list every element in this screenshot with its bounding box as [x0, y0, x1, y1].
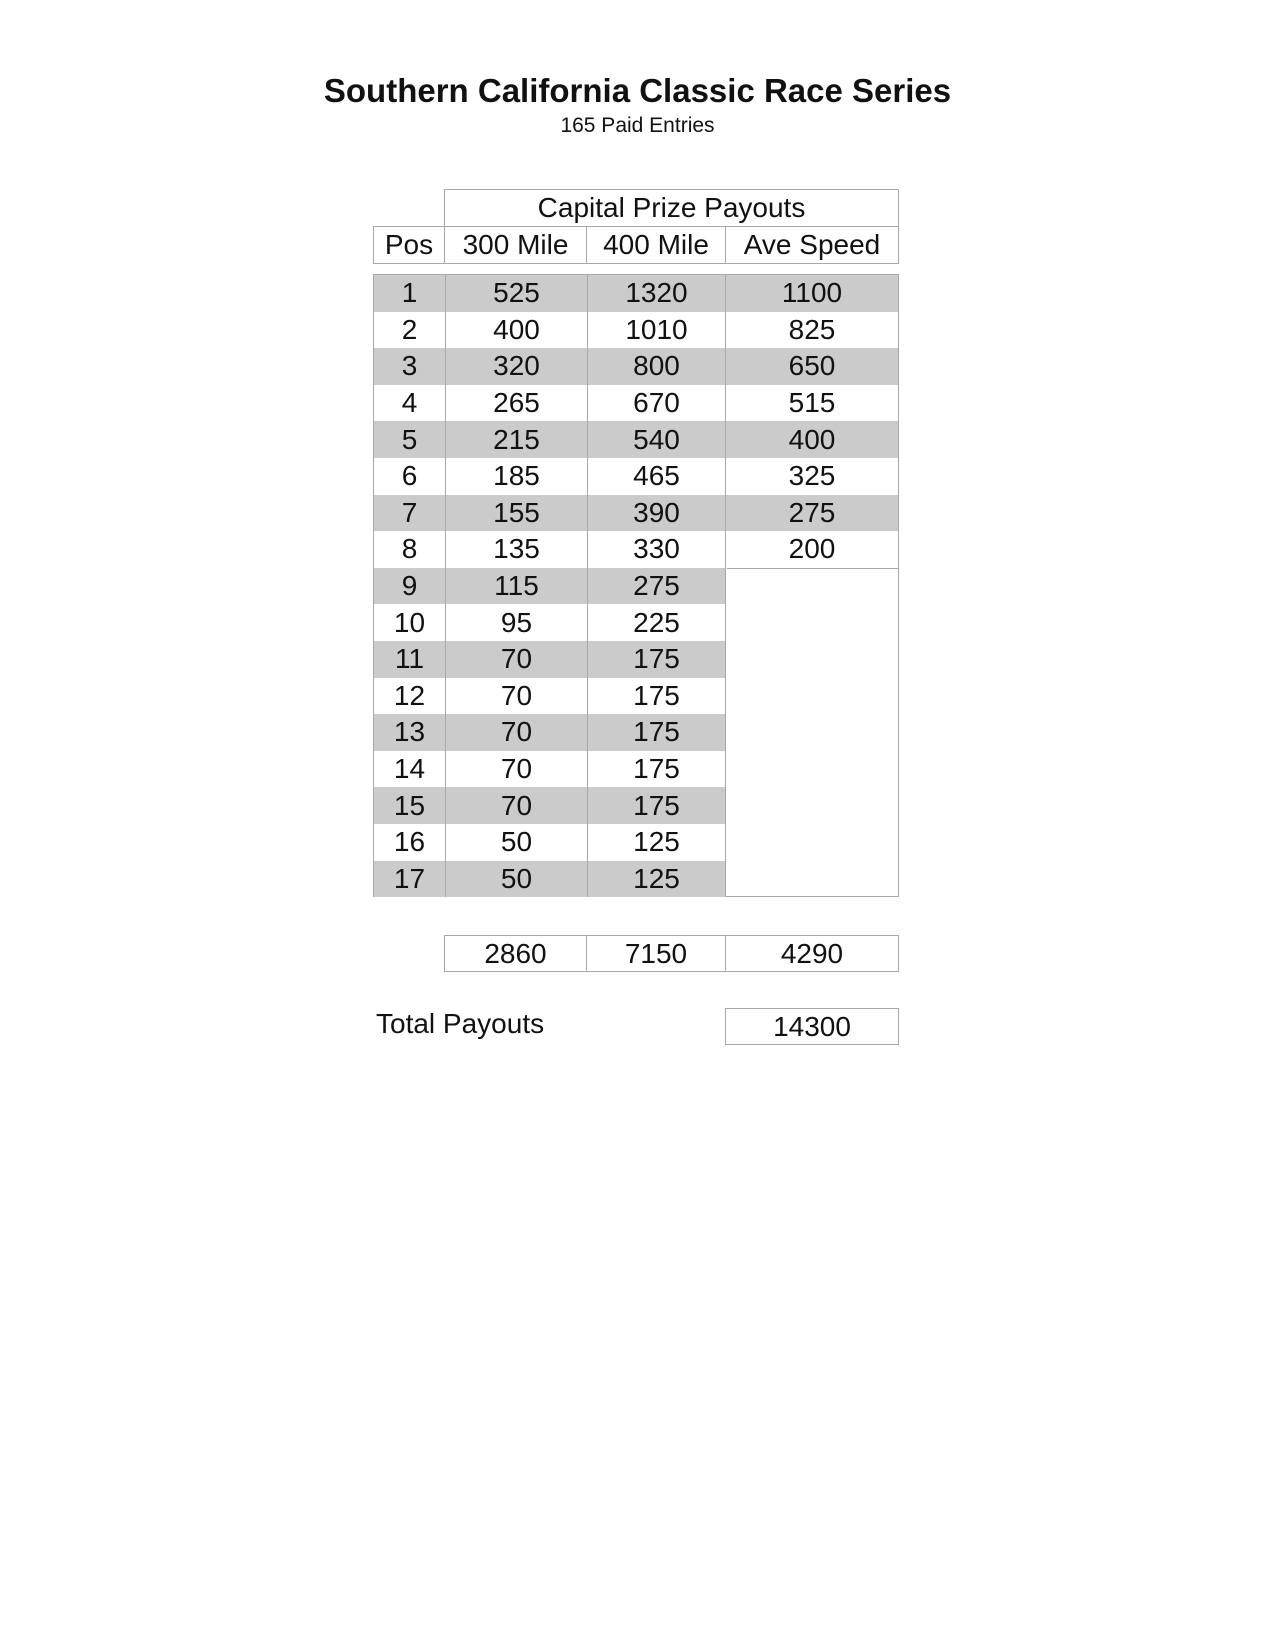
cell-300-mile: 70 [445, 751, 587, 788]
cell-ave-speed: 200 [725, 531, 898, 568]
table-row [374, 604, 898, 641]
cell-400-mile: 125 [587, 861, 725, 898]
cell-pos: 6 [401, 460, 418, 492]
table-row [374, 348, 898, 385]
cell-pos: 14 [393, 753, 426, 785]
cell-pos: 1 [374, 275, 445, 312]
cell-pos: 9 [374, 568, 445, 605]
cell-ave-speed: 275 [725, 495, 898, 532]
table-row [374, 824, 898, 861]
cell-300-mile: 525 [445, 275, 587, 312]
cell-pos: 12 [393, 679, 426, 711]
cell-400-mile: 175 [587, 714, 725, 751]
cell-ave-speed: 1100 [725, 275, 898, 312]
cell-400-mile: 800 [587, 348, 725, 385]
cell-300-mile: 320 [445, 348, 587, 385]
cell-400-mile: 330 [587, 531, 725, 568]
cell-300-mile: 185 [445, 458, 587, 495]
cell-ave-speed: 825 [725, 312, 898, 349]
cell-400-mile: 125 [587, 824, 725, 861]
cell-400-mile: 1320 [587, 275, 725, 312]
table-row [374, 641, 898, 678]
cell-300-mile: 70 [445, 787, 587, 824]
cell-ave-speed [725, 824, 898, 861]
table-row [374, 385, 898, 422]
cell-ave-speed [725, 568, 898, 605]
column-header-300-mile: 300 Mile [444, 226, 587, 264]
table-row [374, 568, 898, 605]
cell-ave-speed: 325 [725, 458, 898, 495]
cell-pos: 13 [374, 714, 445, 751]
cell-pos: 7 [374, 495, 445, 532]
total-ave-speed: 4290 [725, 935, 899, 972]
table-row [374, 787, 898, 824]
cell-ave-speed [725, 641, 898, 678]
cell-300-mile: 155 [445, 495, 587, 532]
total-payouts-label: Total Payouts [376, 1008, 545, 1039]
table-row [374, 751, 898, 788]
column-header-ave-speed: Ave Speed [725, 226, 899, 264]
cell-300-mile: 50 [445, 861, 587, 898]
cell-pos: 2 [401, 313, 418, 345]
cell-pos: 5 [374, 421, 445, 458]
cell-pos: 15 [374, 787, 445, 824]
cell-400-mile: 225 [587, 604, 725, 641]
table-row [374, 678, 898, 715]
table-row [374, 312, 898, 349]
cell-ave-speed [725, 787, 898, 824]
table-row [374, 861, 898, 898]
cell-pos: 8 [401, 533, 418, 565]
cell-300-mile: 400 [445, 312, 587, 349]
cell-ave-speed [725, 678, 898, 715]
column-header-400-mile: 400 Mile [586, 226, 726, 264]
cell-300-mile: 265 [445, 385, 587, 422]
table-row [374, 275, 898, 312]
cell-ave-speed [725, 751, 898, 788]
cell-300-mile: 115 [445, 568, 587, 605]
cell-ave-speed [725, 604, 898, 641]
cell-400-mile: 390 [587, 495, 725, 532]
cell-pos: 3 [374, 348, 445, 385]
cell-300-mile: 70 [445, 678, 587, 715]
cell-pos: 4 [401, 387, 418, 419]
cell-ave-speed: 400 [725, 421, 898, 458]
table-row [374, 458, 898, 495]
cell-400-mile: 465 [587, 458, 725, 495]
total-300-mile: 2860 [444, 935, 587, 972]
total-payouts-value: 14300 [725, 1008, 899, 1045]
table-row [374, 714, 898, 751]
cell-ave-speed [725, 714, 898, 751]
cell-300-mile: 70 [445, 714, 587, 751]
table-row [374, 531, 898, 568]
cell-400-mile: 175 [587, 678, 725, 715]
cell-pos: 11 [374, 641, 445, 678]
cell-ave-speed: 515 [725, 385, 898, 422]
cell-300-mile: 50 [445, 824, 587, 861]
table-row [374, 421, 898, 458]
table-row [374, 495, 898, 532]
total-400-mile: 7150 [586, 935, 726, 972]
cell-300-mile: 215 [445, 421, 587, 458]
cell-ave-speed: 650 [725, 348, 898, 385]
cell-400-mile: 540 [587, 421, 725, 458]
cell-pos: 17 [374, 861, 445, 898]
cell-ave-speed [725, 861, 898, 898]
ave-speed-end-line [727, 568, 898, 569]
cell-400-mile: 175 [587, 641, 725, 678]
cell-400-mile: 670 [587, 385, 725, 422]
cell-400-mile: 175 [587, 787, 725, 824]
cell-300-mile: 70 [445, 641, 587, 678]
cell-300-mile: 135 [445, 531, 587, 568]
group-header: Capital Prize Payouts [444, 189, 899, 227]
cell-300-mile: 95 [445, 604, 587, 641]
cell-pos: 10 [393, 606, 426, 638]
column-header-pos: Pos [373, 226, 445, 264]
cell-pos: 16 [393, 826, 426, 858]
cell-400-mile: 1010 [587, 312, 725, 349]
cell-400-mile: 175 [587, 751, 725, 788]
page-title: Southern California Classic Race Series [323, 72, 952, 109]
cell-400-mile: 275 [587, 568, 725, 605]
page-subtitle: 165 Paid Entries [560, 114, 715, 137]
